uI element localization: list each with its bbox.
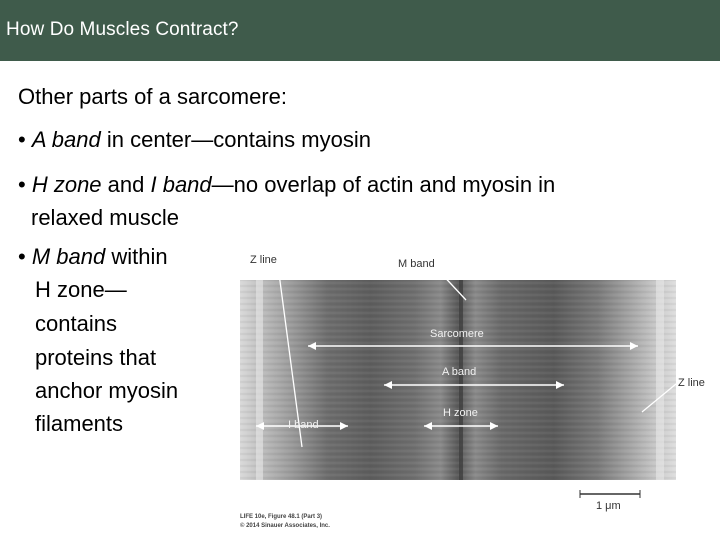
label-scale: 1 μm [596,500,621,512]
label-a-band: A band [442,366,477,378]
label-h-zone: H zone [443,407,478,419]
term-a-band: A band [31,127,101,152]
bullet-char: • [18,127,26,152]
term-i-band: I band [150,172,212,197]
sarcomere-micrograph [238,252,718,538]
bullet-m-band-line: anchor myosin [35,378,179,403]
bullet-char: • [18,172,26,197]
bullet-char: • [18,244,26,269]
term-m-band: M band [31,244,106,269]
label-z-line-right: Z line [678,377,705,389]
intro-text: Other parts of a sarcomere: [18,84,287,109]
label-z-line-left: Z line [250,254,277,266]
bullet-m-band-line: proteins that [35,345,157,370]
figure-caption: LIFE 10e, Figure 48.1 (Part 3) [240,514,323,520]
label-sarcomere: Sarcomere [430,328,484,340]
slide-title: How Do Muscles Contract? [6,19,239,40]
bullet-a-band-text: in center—contains myosin [100,127,371,152]
figure-copyright: © 2014 Sinauer Associates, Inc. [240,523,330,529]
bullet-h-zone-continuation: relaxed muscle [31,205,179,230]
bullet-h-zone-i-band [18,172,555,198]
label-i-band: I band [288,419,319,431]
label-m-band: M band [398,258,435,270]
sarcomere-micrograph-figure [238,252,718,538]
title-bar [0,0,720,61]
bullet-m-band-line: contains [35,311,117,336]
bullet-a-band [18,127,371,153]
bullet-m-band [18,244,168,270]
term-h-zone: H zone [31,172,102,197]
bullet-m-band-line: H zone— [35,277,127,302]
bullet-m-band-line: filaments [35,411,124,436]
conjunction: and [101,172,151,197]
bullet-h-zone-text: —no overlap of actin and myosin in [211,172,556,197]
bullet-m-band-text: within [105,244,168,269]
